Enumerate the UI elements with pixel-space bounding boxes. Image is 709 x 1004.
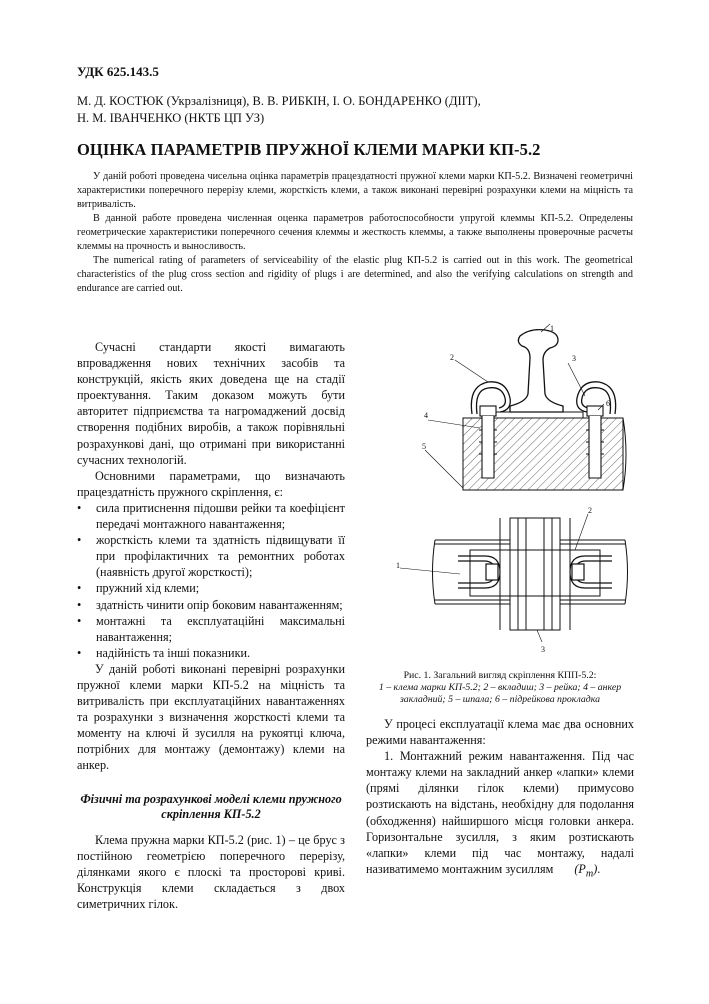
force-subscript: m xyxy=(585,868,594,880)
figure-rail-fastening xyxy=(360,318,640,658)
abstract-english: The numerical rating of parameters of serviceability of the elastic plug КП-5.2 is carried out in this work. The geometrical characteristics of the plug cross section and rigidity of plugs i are determined, and also the verifying calculations on strength and endurance are carried out. xyxy=(77,255,633,294)
figure-label: 1 xyxy=(550,324,554,333)
clamp-left-plan xyxy=(458,556,500,588)
figure-label: 4 xyxy=(424,411,428,420)
plan-view xyxy=(433,518,628,630)
abstract-russian: В данной работе проведена численная оценка параметров работоспособности упругой клеммы КП-5.2. Определены геометрические характеристики поперечного сечения клеммы и жесткость клеммы, а также выполнены проверочные расчеты клеммы на прочность и выносливость. xyxy=(77,213,633,252)
figure-label: 2 xyxy=(450,353,454,362)
authors-line-1: М. Д. КОСТЮК (Укрзалізниця), В. В. РИБКІН, І. О. БОНДАРЕНКО (ДІІТ), xyxy=(77,94,481,108)
calculations-paragraph: У даній роботі виконані перевірні розрахунки пружної клеми марки КП-5.2 на міцність та витривалість при експлуатаційних навантаженнях та розрахунки з визначення жорсткості клеми та моменту на ключі й зусилля на рукоятці ключа, потрібних для монтажу (демонтажу) клеми на анкер. xyxy=(77,661,345,773)
paper-title: ОЦІНКА ПАРАМЕТРІВ ПРУЖНОЇ КЛЕМИ МАРКИ КП-5.2 xyxy=(77,140,541,159)
figure-label: 3 xyxy=(541,645,545,654)
section-heading: Фізичні та розрахункові моделі клеми пружного скріплення КП-5.2 xyxy=(80,791,342,821)
figure-caption xyxy=(360,670,640,706)
intro-paragraph: Сучасні стандарти якості вимагають впровадження нових технічних засобів та конструкцій, якість яких доведена ще на стадії проектування. Таким доказом можуть бути авторитет підприємства та нагромаджений досвід створення подібних виробів, а також порівняльні розрахункові дані, що отримані при використанні сучасних технологій. xyxy=(77,340,345,467)
mounting-force-symbol: $(P_m)$ xyxy=(574,861,598,880)
rail-profile xyxy=(510,330,563,412)
force-symbol: P xyxy=(578,861,586,876)
udc-code: УДК 625.143.5 xyxy=(77,64,159,79)
left-column xyxy=(77,339,345,912)
caption-legend: 1 – клема марки КП-5.2; 2 – вкладиш; 3 – рейка; 4 – анкер закладний; 5 – шпала; 6 – підрейкова прокладка xyxy=(378,682,622,705)
fastening-drawing xyxy=(360,318,640,658)
figure-label: 1 xyxy=(396,561,400,570)
abstract xyxy=(77,170,633,296)
authors xyxy=(77,93,481,127)
clamp-right-plan xyxy=(570,556,612,588)
clamp-description-paragraph: Клема пружна марки КП-5.2 (рис. 1) – це брус з постійною геометрією поперечного перерізу, ділянками якого є плоскі та просторові криві. Конструкція клеми складається з двох симетричних гілок. xyxy=(77,832,345,911)
figure-label: 3 xyxy=(572,354,576,363)
parameters-paragraph: Основними параметрами, що визначають працездатність пружного скріплення, є: xyxy=(77,468,345,499)
figure-label: 2 xyxy=(588,506,592,515)
parameters-list xyxy=(77,500,345,661)
authors-line-2: Н. М. ІВАНЧЕНКО (НКТБ ЦП УЗ) xyxy=(77,111,265,125)
figure-label: 5 xyxy=(422,442,426,451)
list-item: • надійність та інші показники. xyxy=(77,645,345,661)
rail-pad xyxy=(488,412,583,418)
anchor-right xyxy=(586,406,604,478)
caption-title: Рис. 1. Загальний вигляд скріплення КПП-5.2: xyxy=(403,670,597,681)
anchor-left xyxy=(479,406,497,478)
list-item: • здатність чинити опір боковим навантаженням; xyxy=(77,597,345,613)
list-item: • пружний хід клеми; xyxy=(77,580,345,596)
list-item: • жорсткість клеми та здатність підвищувати її при профілактичних та ремонтних роботах (наявність другої жорсткості); xyxy=(77,532,345,580)
right-column xyxy=(366,716,634,882)
figure-label: 6 xyxy=(606,399,610,408)
abstract-ukrainian: У даній роботі проведена чисельна оцінка параметрів працездатності пружної клеми марки КП-5.2. Визначені геометричні характеристики поперечного перерізу клеми, жорсткість клеми, а також виконані перевірні розрахунки клеми на міцність та витривалість. xyxy=(77,171,633,210)
list-item: • монтажні та експлуатаційні максимальні навантаження; xyxy=(77,613,345,645)
list-item: • сила притиснення підошви рейки та коефіцієнт передачі монтажного навантаження; xyxy=(77,500,345,532)
mounting-mode-text: 1. Монтажний режим навантаження. Під час монтажу клеми на закладний анкер «лапки» клеми (прямі ділянки гілок клеми) примусово розтискають на відстань, необхідну для подолання (обходження) найширшого місця головки анкера. Горизонтальне зусилля, з яким розтискають «лапки» клеми під час монтажу, надалі називатимемо монтажним зусиллям xyxy=(366,749,634,876)
mounting-mode-paragraph: 1. Монтажний режим навантаження. Під час монтажу клеми на закладний анкер «лапки» клеми (прямі ділянки гілок клеми) примусово розтискають на відстань, необхідну для подолання (обходження) найширшого місця головки анкера. Горизонтальне зусилля, з яким розтискають «лапки» клеми під час монтажу, надалі називатимемо монтажним зусиллям $(P_m)$. xyxy=(366,748,634,882)
modes-paragraph: У процесі експлуатації клема має два основних режими навантаження: xyxy=(366,717,634,748)
